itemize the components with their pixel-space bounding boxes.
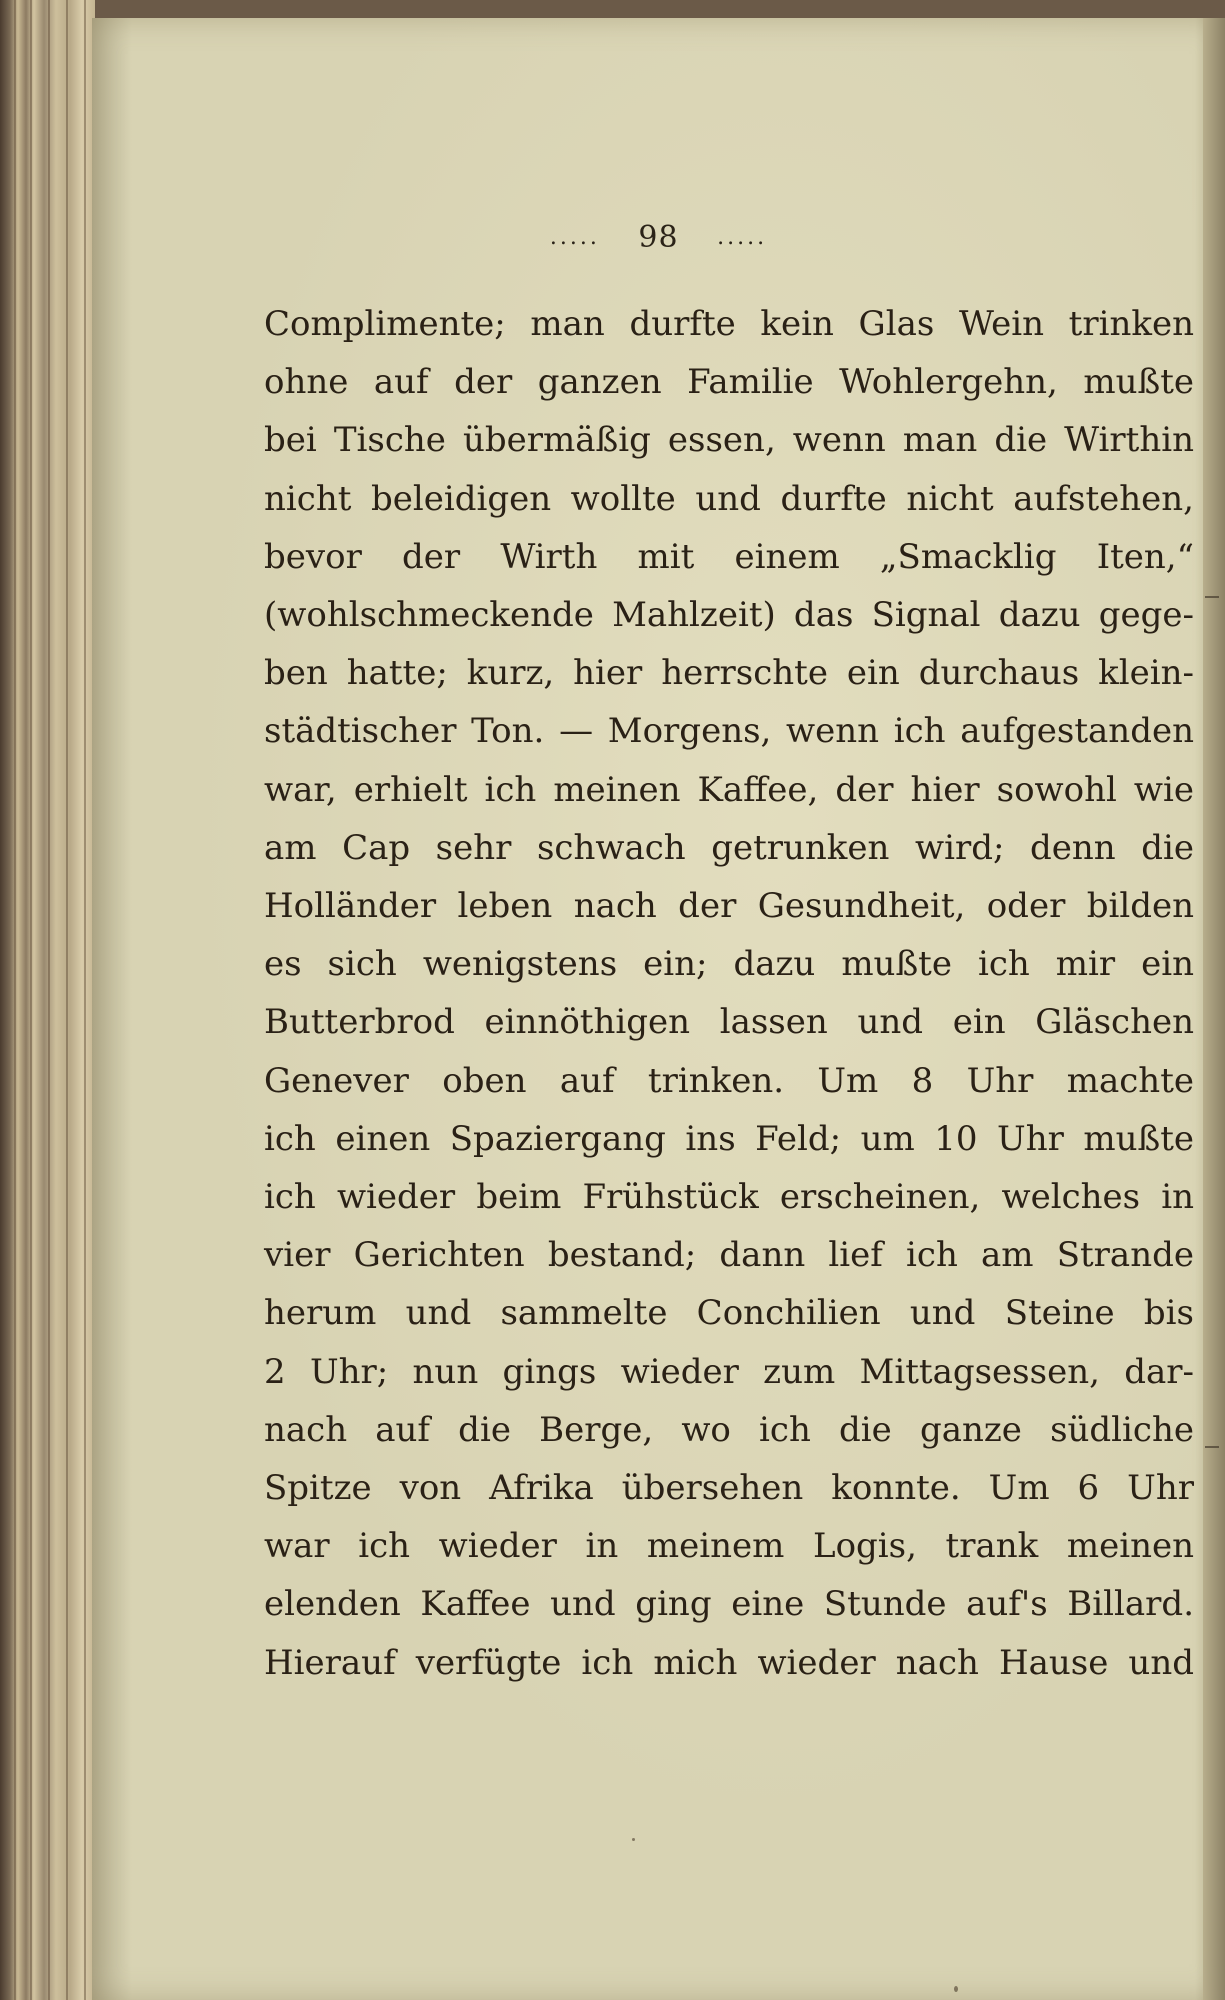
paper-page bbox=[92, 18, 1225, 2000]
text-line: war, erhielt ich meinen Kaffee, der hier sowohl wie bbox=[264, 769, 1194, 810]
margin-mark bbox=[1205, 596, 1219, 598]
header-dots-left: ..... bbox=[549, 224, 600, 250]
page-edge-line bbox=[48, 0, 50, 2000]
page-right-edge bbox=[1203, 18, 1225, 2000]
text-line: bei Tische übermäßig essen, wenn man die Wirthin bbox=[264, 420, 1194, 461]
paper-fleck bbox=[632, 1838, 635, 1841]
margin-mark bbox=[1205, 1446, 1219, 1448]
page-edge-line bbox=[84, 0, 86, 2000]
book-binding-edge bbox=[0, 0, 95, 2000]
text-line: ben hatte; kurz, hier herrschte ein durchaus klein- bbox=[264, 653, 1194, 694]
text-line: elenden Kaffee und ging eine Stunde auf's Billard. bbox=[264, 1584, 1194, 1625]
text-line: nicht beleidigen wollte und durfte nicht aufstehen, bbox=[264, 478, 1194, 519]
text-line: herum und sammelte Conchilien und Steine bis bbox=[264, 1293, 1194, 1334]
text-line: bevor der Wirth mit einem „Smacklig Iten,“ bbox=[264, 536, 1194, 577]
text-line: Holländer leben nach der Gesundheit, oder bilden bbox=[264, 886, 1194, 927]
page-edge-line bbox=[66, 0, 68, 2000]
header-dots-right: ..... bbox=[717, 224, 768, 250]
text-line: Genever oben auf trinken. Um 8 Uhr machte bbox=[264, 1060, 1194, 1101]
text-line: nach auf die Berge, wo ich die ganze südliche bbox=[264, 1409, 1194, 1450]
text-line: am Cap sehr schwach getrunken wird; denn die bbox=[264, 827, 1194, 868]
text-line: ich einen Spaziergang ins Feld; um 10 Uhr mußte bbox=[264, 1118, 1194, 1159]
text-line: (wohlschmeckende Mahlzeit) das Signal dazu gege- bbox=[264, 595, 1194, 636]
page-edge-line bbox=[30, 0, 32, 2000]
body-text bbox=[264, 295, 1194, 1692]
text-line: war ich wieder in meinem Logis, trank meinen bbox=[264, 1526, 1194, 1567]
text-line: Complimente; man durfte kein Glas Wein trinken bbox=[264, 304, 1194, 344]
page-number: 98 bbox=[638, 219, 679, 255]
text-line: vier Gerichten bestand; dann lief ich am Strande bbox=[264, 1235, 1194, 1276]
text-line: städtischer Ton. — Morgens, wenn ich aufgestanden bbox=[264, 711, 1194, 752]
text-line: Butterbrod einnöthigen lassen und ein Gläschen bbox=[264, 1002, 1194, 1043]
paper-fleck bbox=[954, 1986, 958, 1992]
text-line: 2 Uhr; nun gings wieder zum Mittagsessen, dar- bbox=[264, 1351, 1194, 1392]
page-header bbox=[92, 218, 1225, 255]
text-line: Hierauf verfügte ich mich wieder nach Hause und bbox=[264, 1642, 1194, 1683]
text-line: Spitze von Afrika übersehen konnte. Um 6 Uhr bbox=[264, 1468, 1194, 1509]
text-line: ich wieder beim Frühstück erscheinen, welches in bbox=[264, 1177, 1194, 1218]
text-line: es sich wenigstens ein; dazu mußte ich mir ein bbox=[264, 944, 1194, 985]
page-edge-line bbox=[14, 0, 16, 2000]
text-line: ohne auf der ganzen Familie Wohlergehn, mußte bbox=[264, 362, 1194, 403]
